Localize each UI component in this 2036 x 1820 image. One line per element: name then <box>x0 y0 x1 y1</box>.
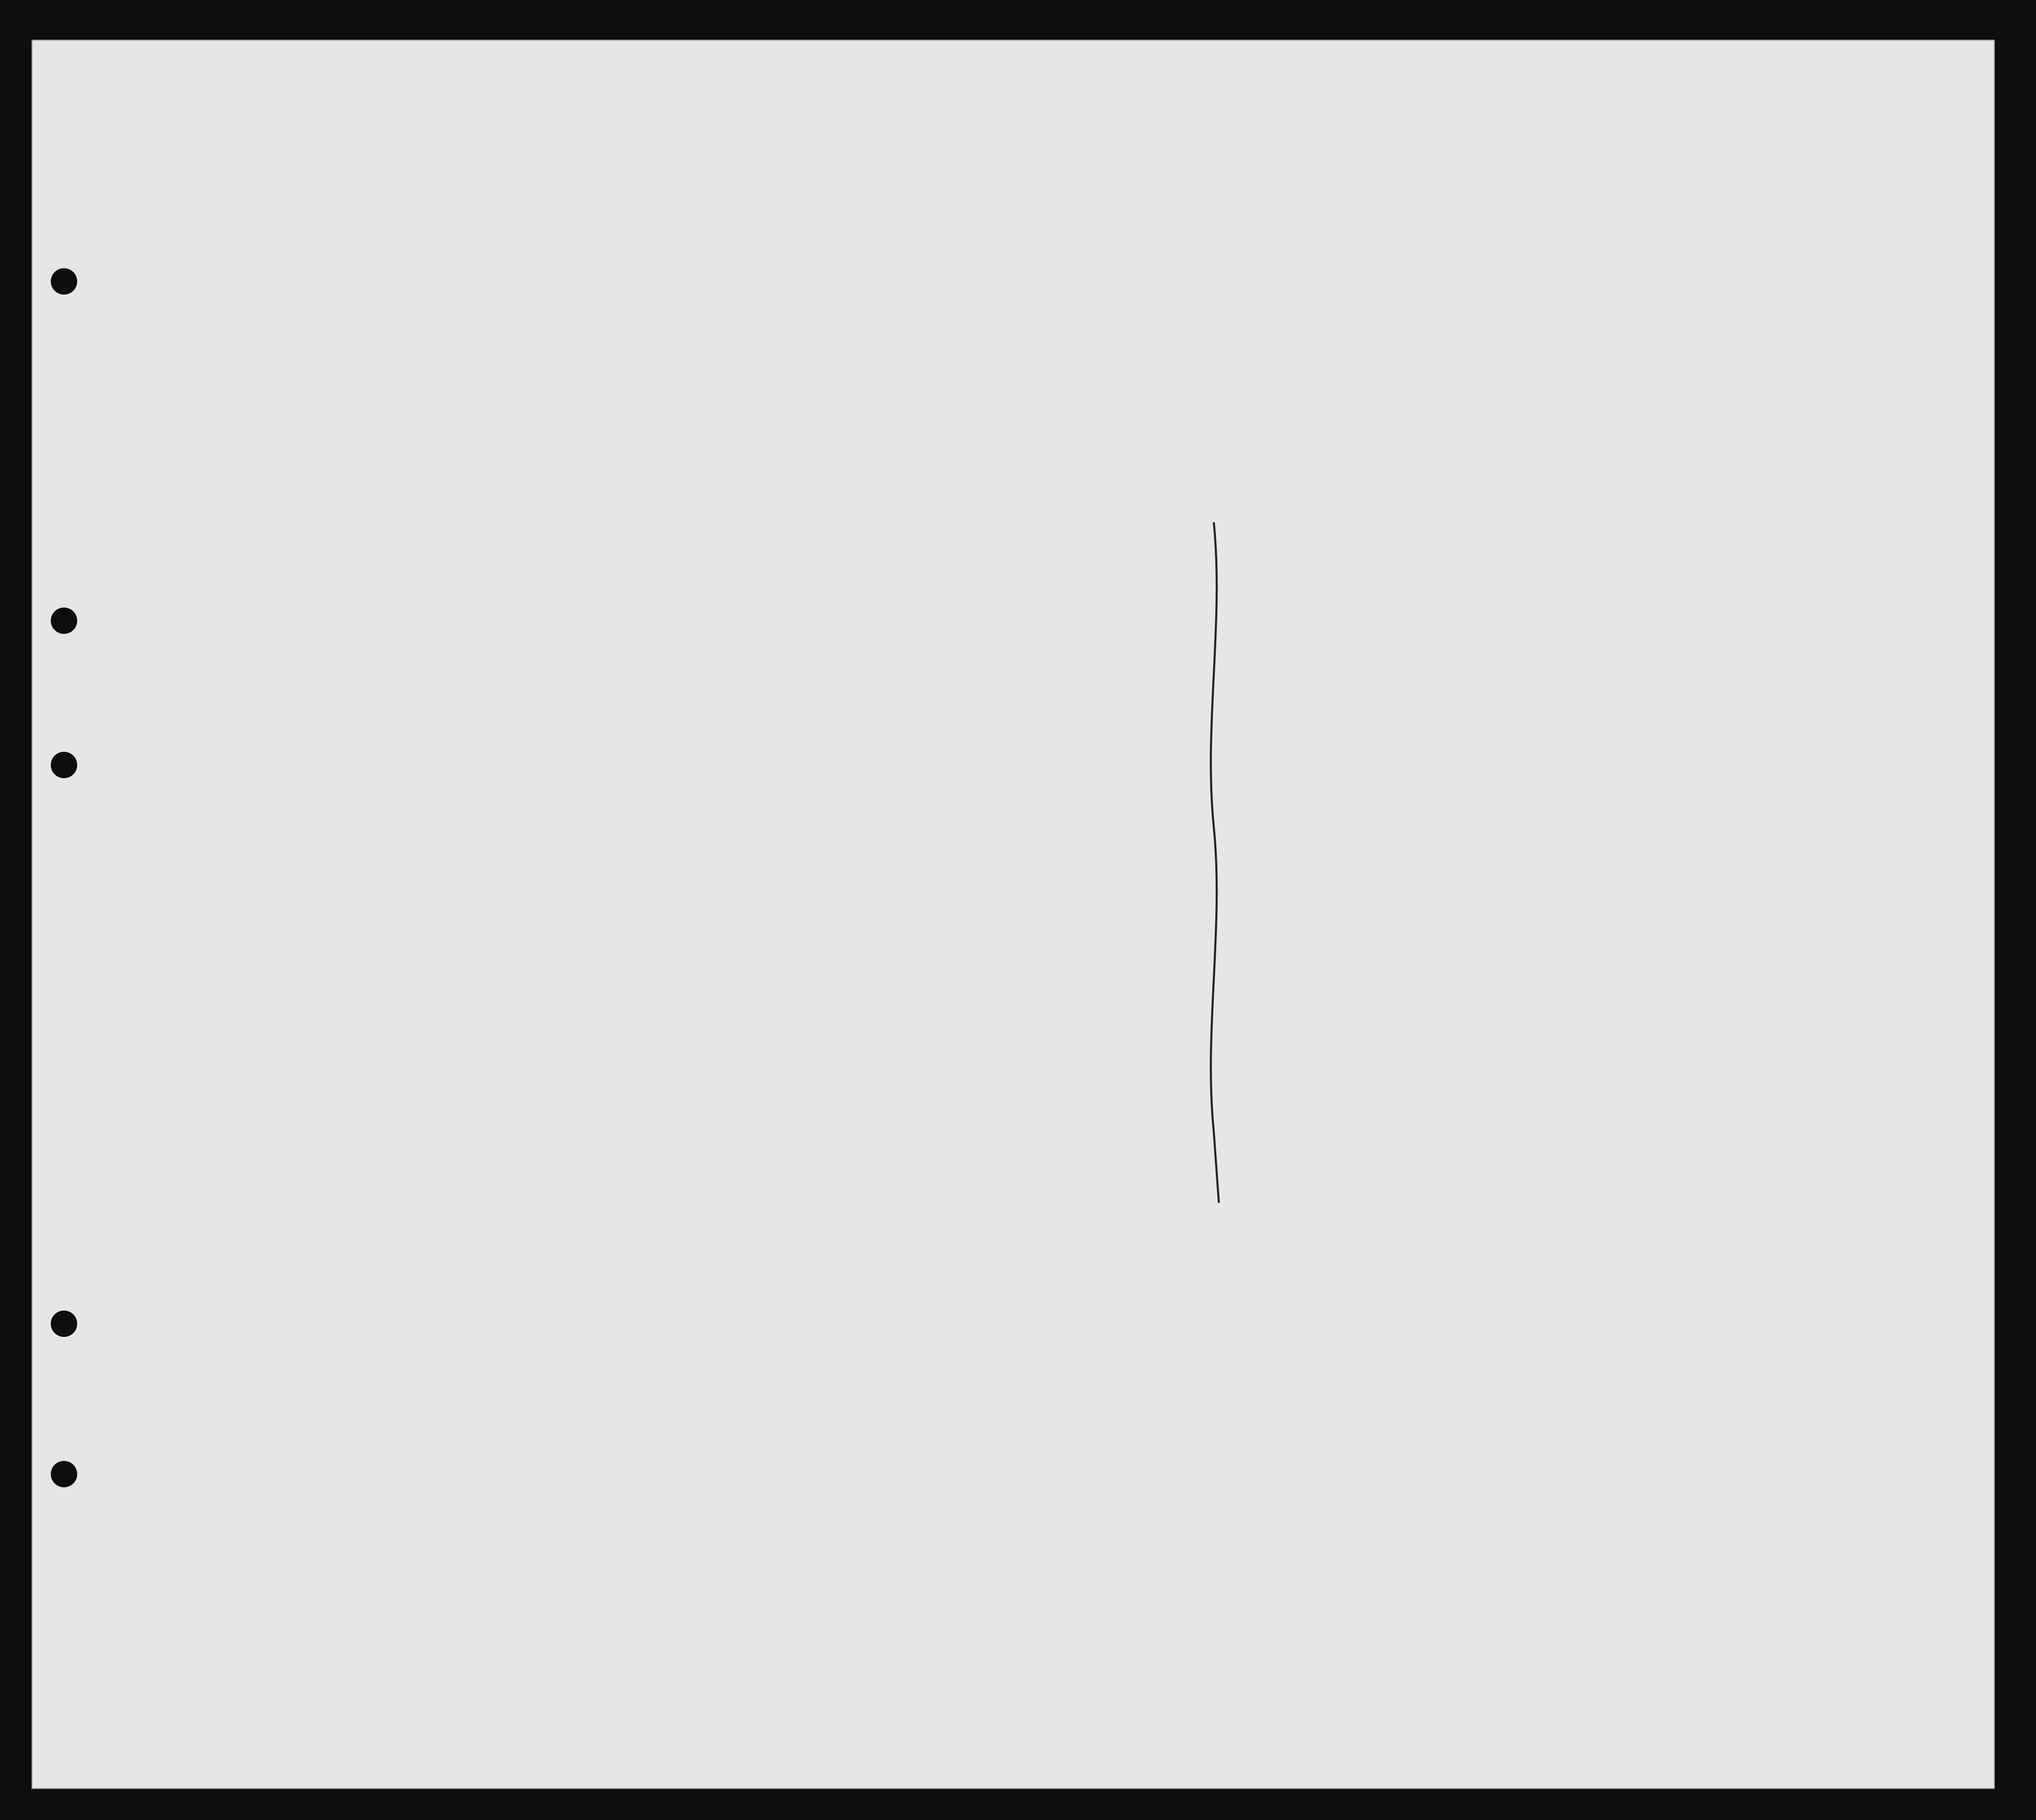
ditto-wavy-line <box>1199 522 1239 1208</box>
